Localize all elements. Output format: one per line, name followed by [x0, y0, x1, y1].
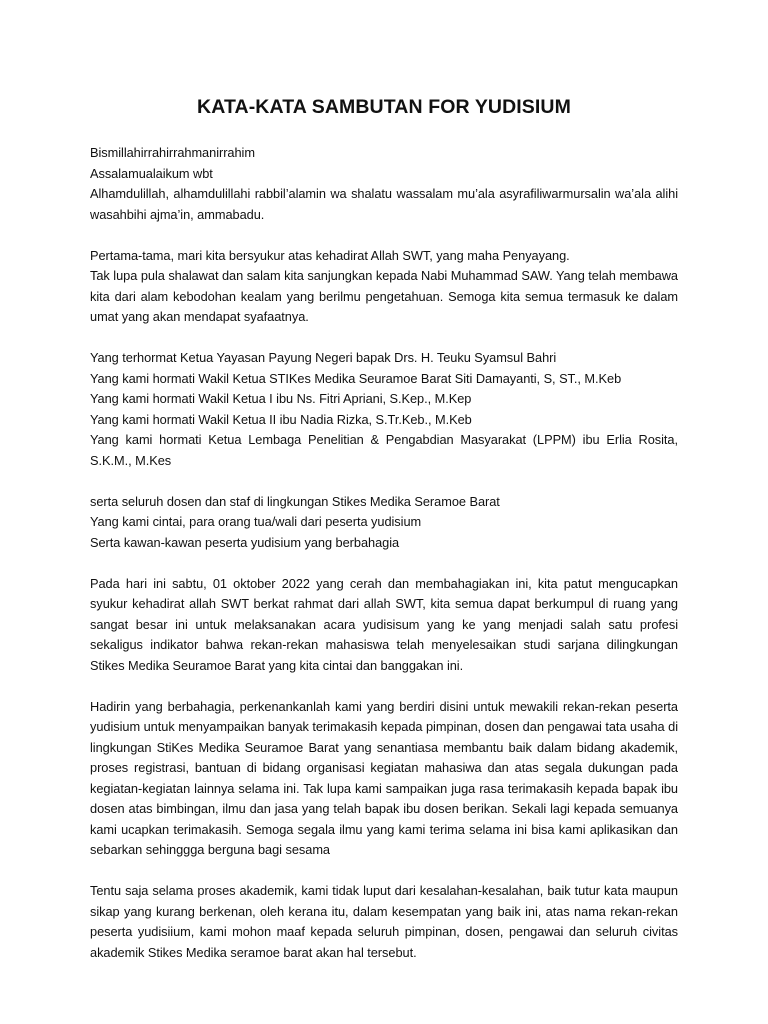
honorific-line: Yang terhormat Ketua Yayasan Payung Negeri bapak Drs. H. Teuku Syamsul Bahri	[90, 350, 557, 365]
honorific-line: Yang kami hormati Wakil Ketua STIKes Medika Seuramoe Barat Siti Damayanti, S, ST., M.Keb	[90, 370, 622, 386]
opening-salam: Assalamualaikum wbt	[90, 165, 213, 181]
greeting-line: serta seluruh dosen dan staf di lingkungan Stikes Medika Seramoe Barat	[90, 493, 500, 509]
body-paragraph: Pada hari ini sabtu, 01 oktober 2022 yang cerah dan membahagiakan ini, kita patut mengucapkan syukur kehadirat allah SWT berkat rahmat dari allah SWT, kita semua dapat berkumpul di ruang yang sangat besar ini untuk melaksanakan acara yudisisum yang ke yang menjadi salah satu profesi sekaligus indikator bahwa rekan-rekan mahasiswa telah menyelesaikan studi sarjana dilingkungan Stikes Medika Seuramoe Barat yang kita cintai dan banggakan ini.	[90, 575, 678, 673]
document-body	[90, 143, 678, 984]
opening-bismillah: Bismillahirrahirrahmanirrahim	[90, 145, 255, 160]
gratitude-line: Pertama-tama, mari kita bersyukur atas kehadirat Allah SWT, yang maha Penyayang.	[90, 247, 570, 263]
honorific-line: Yang kami hormati Ketua Lembaga Penelitian & Pengabdian Masyarakat (LPPM) ibu Erlia Rosita, S.K.M., M.Kes	[90, 432, 678, 468]
shalawat-paragraph: Tak lupa pula shalawat dan salam kita sanjungkan kepada Nabi Muhammad SAW. Yang telah membawa kita dari alam kebodohan kealam yang berilmu pengetahuan. Semoga kita semua termasuk ke dalam umat yang akan mendapat syafaatnya.	[90, 268, 678, 324]
paragraph-gap	[90, 553, 678, 574]
honorific-line: Yang kami hormati Wakil Ketua I ibu Ns. Fitri Apriani, S.Kep., M.Kep	[90, 391, 472, 406]
opening-prayer: Alhamdulillah, alhamdulillahi rabbil’alamin wa shalatu wassalam mu’ala asyrafiliwarmursalin wa’ala alihi wasahbihi ajma’in, ammabadu.	[90, 186, 678, 222]
document-title: KATA-KATA SAMBUTAN FOR YUDISIUM	[197, 96, 571, 118]
greeting-line: Serta kawan-kawan peserta yudisium yang berbahagia	[90, 534, 400, 550]
honorific-line: Yang kami hormati Wakil Ketua II ibu Nadia Rizka, S.Tr.Keb., M.Keb	[90, 411, 472, 427]
greeting-line: Yang kami cintai, para orang tua/wali dari peserta yudisium	[90, 514, 422, 529]
body-paragraph: Tentu saja selama proses akademik, kami tidak luput dari kesalahan-kesalahan, baik tutur kata maupun sikap yang kurang berkenan, oleh kerana itu, dalam kesempatan yang baik ini, atas nama rekan-rekan peserta yudisiium, kami mohon maaf kepada seluruh pimpinan, dosen, pengawai dan seluruh civitas akademik Stikes Medika seramoe barat akan hal tersebut.	[90, 883, 678, 960]
body-paragraph: Hadirin yang berbahagia, perkenankanlah kami yang berdiri disini untuk mewakili rekan-rekan peserta yudisium untuk menyampaikan banyak terimakasih kepada pimpinan, dosen dan pengawai tata usaha di lingkungan StiKes Medika Seuramoe Barat yang senantiasa membantu baik dalam bidang akademik, proses registrasi, bantuan di bidang organisasi kegiatan mahasiwa dan atas segala dukungan pada kegiatan-kegiatan lainnya selama ini. Tak lupa kami sampaikan juga rasa terimakasih kepada bapak ibu dosen atas bimbingan, ilmu dan jasa yang telah bapak ibu dosen berikan. Sekali lagi kepada semuanya kami ucapkan terimakasih. Semoga segala ilmu yang kami terima selama ini bisa kami aplikasikan dan sebarkan sehinggga berguna bagi sesama	[90, 698, 678, 857]
